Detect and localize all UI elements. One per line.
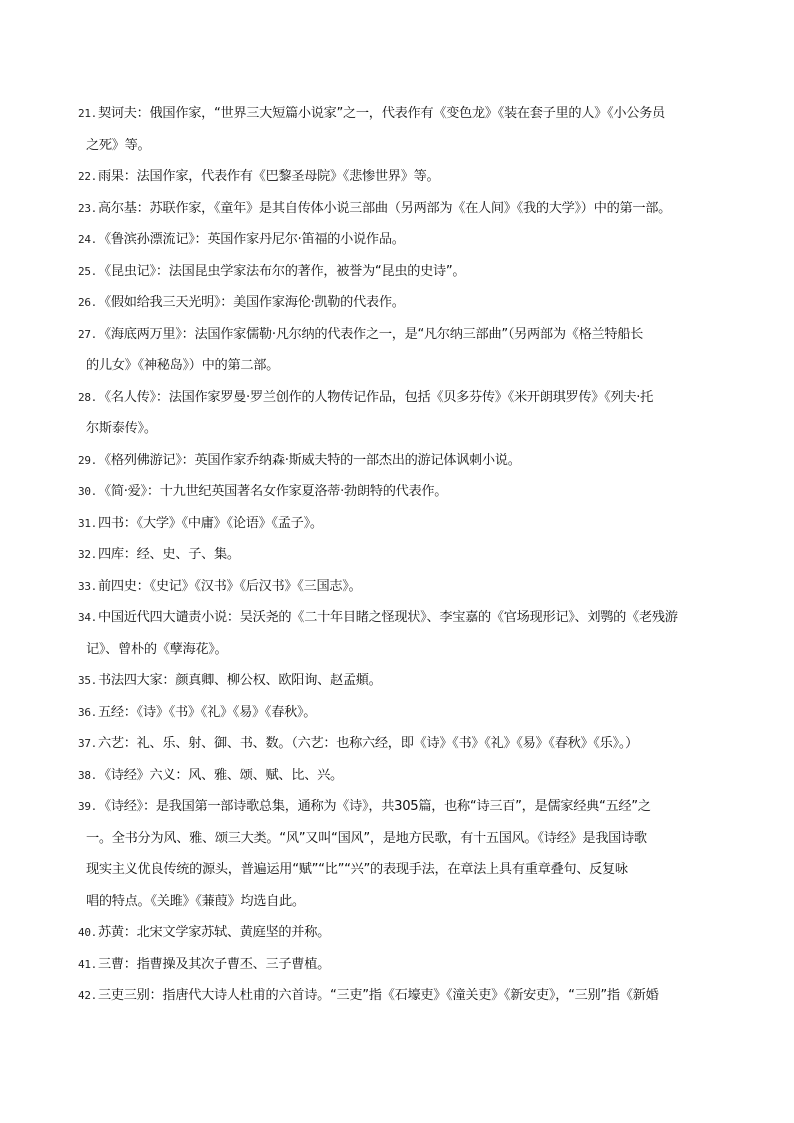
list-item (78, 319, 728, 351)
item-text: 四书：《大学》《中庸》《论语》《孟子》。 (98, 515, 323, 531)
item-number: 27. (78, 327, 97, 341)
item-text: 之死》等。 (86, 137, 151, 153)
item-number: 33. (78, 579, 97, 593)
item-text: 《诗经》：是我国第一部诗歌总集，通称为《诗》，共305篇，也称“诗三百”，是儒家经典“五经”之 (98, 799, 651, 814)
item-number: 37. (78, 737, 97, 750)
list-item-continuation (78, 413, 728, 445)
list-item (78, 917, 728, 949)
list-item (78, 665, 728, 697)
item-text: 唱的特点。《关雎》《蒹葭》均选自此。 (86, 893, 305, 909)
item-text: 《海底两万里》：法国作家儒勒·凡尔纳的代表作之一，是“凡尔纳三部曲”（另两部为《格兰特船长 (98, 326, 644, 342)
list-item (78, 571, 728, 603)
list-item (78, 224, 728, 256)
item-number: 35. (78, 674, 97, 687)
item-text: 尔斯泰传》。 (86, 421, 157, 436)
item-number: 23. (78, 201, 97, 215)
list-item (78, 602, 728, 634)
item-text: 《鲁滨孙漂流记》：英国作家丹尼尔·笛福的小说作品。 (98, 232, 405, 247)
item-text: 六艺：礼、乐、射、御、书、数。（六艺：也称六经，即《诗》《书》《礼》《易》《春秋》《乐》。） (98, 736, 639, 751)
list-item (78, 256, 728, 288)
list-item (78, 728, 728, 760)
item-text: 契诃夫：俄国作家，“世界三大短篇小说家”之一，代表作有《变色龙》《装在套子里的人》《小公务员 (98, 106, 665, 121)
item-text: 现实主义优良传统的源头，普遍运用“赋”“比”“兴”的表现手法，在章法上具有重章叠句、反复咏 (86, 862, 628, 877)
item-number: 30. (78, 485, 97, 498)
item-text: 记》、曾朴的《孽海花》。 (86, 641, 228, 657)
item-text: 苏黄：北宋文学家苏轼、黄庭坚的并称。 (98, 925, 330, 940)
item-number: 38. (78, 768, 97, 782)
item-text: 《简·爱》：十九世纪英国著名女作家夏洛蒂·勃朗特的代表作。 (98, 484, 448, 499)
item-number: 21. (78, 107, 97, 120)
list-item (78, 949, 728, 981)
list-item (78, 193, 728, 225)
item-number: 26. (78, 296, 97, 309)
item-text: 的儿女》《神秘岛》）中的第二部。 (86, 358, 279, 373)
item-number: 36. (78, 705, 97, 719)
list-item-continuation (78, 350, 728, 382)
item-text: 《诗经》六义：风、雅、颂、赋、比、兴。 (98, 767, 343, 783)
item-number: 29. (78, 453, 97, 467)
item-text: 高尔基：苏联作家，《童年》是其自传体小说三部曲（另两部为《在人间》《我的大学》）中的第一部。 (98, 200, 672, 216)
item-number: 24. (78, 233, 97, 246)
item-text: 书法四大家：颜真卿、柳公权、欧阳询、赵孟頫。 (98, 673, 382, 688)
item-text: 三曹：指曹操及其次子曹丕、三子曹植。 (98, 956, 330, 972)
list-item (78, 287, 728, 319)
item-number: 28. (78, 390, 97, 404)
item-text: 中国近代四大谴责小说：吴沃尧的《二十年目睹之怪现状》、李宝嘉的《官场现形记》、刘鹗的《老残游 (98, 610, 678, 625)
item-text: 五经：《诗》《书》《礼》《易》《春秋》。 (98, 704, 317, 720)
item-number: 39. (78, 800, 97, 813)
list-item (78, 445, 728, 477)
item-text: 《格列佛游记》：英国作家乔纳森·斯威夫特的一部杰出的游记体讽刺小说。 (98, 452, 521, 468)
list-item-continuation (78, 823, 728, 855)
item-number: 34. (78, 611, 97, 624)
item-text: 《昆虫记》：法国昆虫学家法布尔的著作，被誉为“昆虫的史诗”。 (98, 263, 466, 279)
item-number: 25. (78, 264, 97, 278)
item-number: 31. (78, 516, 97, 530)
item-text: 《假如给我三天光明》：美国作家海伦·凯勒的代表作。 (98, 295, 405, 310)
item-number: 40. (78, 926, 97, 939)
list-item (78, 161, 728, 193)
item-text: 四库：经、史、子、集。 (98, 547, 240, 562)
list-item (78, 539, 728, 571)
list-item (78, 476, 728, 508)
list-item-continuation (78, 130, 728, 162)
item-text: 《名人传》：法国作家罗曼·罗兰创作的人物传记作品，包括《贝多芬传》《米开朗琪罗传》《列夫·托 (98, 389, 654, 405)
list-item-continuation (78, 886, 728, 918)
item-number: 32. (78, 548, 97, 561)
item-number: 42. (78, 989, 97, 1002)
list-item (78, 382, 728, 414)
list-item (78, 791, 728, 823)
item-text: 前四史：《史记》《汉书》《后汉书》《三国志》。 (98, 578, 362, 594)
item-number: 41. (78, 957, 97, 971)
list-item (78, 508, 728, 540)
list-item (78, 98, 728, 130)
item-text: 雨果：法国作家，代表作有《巴黎圣母院》《悲惨世界》等。 (98, 169, 440, 184)
list-item (78, 980, 728, 1012)
list-item-continuation (78, 854, 728, 886)
item-text: 一。全书分为风、雅、颂三大类。“风”又叫“国风”，是地方民歌，有十五国风。《诗经》是我国诗歌 (86, 830, 647, 846)
item-number: 22. (78, 170, 97, 183)
list-item-continuation (78, 634, 728, 666)
item-text: 三吏三别：指唐代大诗人杜甫的六首诗。“三吏”指《石壕吏》《潼关吏》《新安吏》，“三别”指《新婚 (98, 988, 659, 1003)
list-item (78, 697, 728, 729)
numbered-list (78, 98, 728, 1012)
list-item (78, 760, 728, 792)
